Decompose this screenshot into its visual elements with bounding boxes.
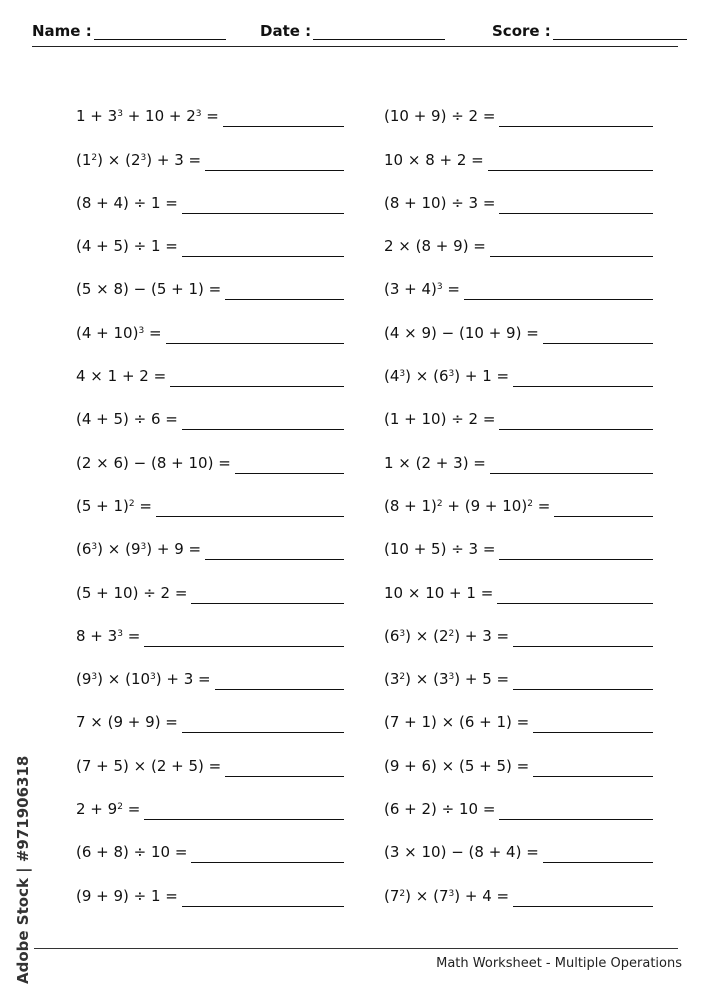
problem-expression: (9 + 6) × (5 + 5) =	[384, 756, 530, 775]
answer-blank[interactable]	[191, 581, 344, 604]
problems-right-column	[384, 84, 664, 907]
problem-expression: $(6^3) \times (2^2) + 3$ =	[384, 626, 510, 645]
problem-expression: (4 + 5) ÷ 6 =	[76, 410, 178, 429]
problem-row	[384, 214, 653, 257]
score-label: Score :	[492, 22, 551, 40]
problem-expression: $1 + 3^3 + 10 + 2^3$ =	[76, 107, 219, 126]
answer-blank[interactable]	[235, 451, 344, 474]
stock-watermark-id: Adobe Stock | #971906318	[14, 755, 32, 984]
problem-expression: (8 + 4) ÷ 1 =	[76, 193, 178, 212]
problem-row	[76, 300, 344, 343]
answer-blank[interactable]	[499, 797, 653, 820]
problems-left-column	[76, 84, 356, 907]
problem-expression: (6 + 8) ÷ 10 =	[76, 843, 188, 862]
answer-blank[interactable]	[170, 364, 344, 387]
problem-row	[384, 84, 653, 127]
problem-row	[76, 863, 344, 906]
problem-row	[76, 474, 344, 517]
answer-blank[interactable]	[499, 537, 653, 560]
answer-blank[interactable]	[182, 407, 344, 430]
problem-row	[384, 517, 653, 560]
name-label: Name :	[32, 22, 92, 40]
answer-blank[interactable]	[225, 277, 344, 300]
problem-row	[384, 820, 653, 863]
problem-row	[76, 127, 344, 170]
problem-expression: $(7^2) \times (7^3) + 4$ =	[384, 886, 510, 905]
answer-blank[interactable]	[464, 277, 653, 300]
date-field	[260, 22, 445, 40]
problem-row	[76, 214, 344, 257]
problem-row	[76, 560, 344, 603]
problem-expression: (8 + 10) ÷ 3 =	[384, 193, 496, 212]
problem-row	[384, 647, 653, 690]
problem-row	[384, 690, 653, 733]
problem-expression: (5 + 10) ÷ 2 =	[76, 583, 188, 602]
problem-expression: (5 × 8) − (5 + 1) =	[76, 280, 222, 299]
problem-row	[76, 257, 344, 300]
answer-blank[interactable]	[144, 797, 344, 820]
problem-expression: $(4 + 10)^3$ =	[76, 323, 162, 342]
score-blank[interactable]	[553, 23, 687, 40]
date-blank[interactable]	[313, 23, 445, 40]
problem-expression: 4 × 1 + 2 =	[76, 367, 167, 386]
problem-expression: (4 + 5) ÷ 1 =	[76, 237, 178, 256]
problem-expression: $(3 + 4)^3$ =	[384, 280, 460, 299]
problem-row	[384, 560, 653, 603]
problem-row	[76, 690, 344, 733]
problem-expression: $(5 + 1)^2$ =	[76, 496, 152, 515]
worksheet-header	[32, 20, 678, 47]
problem-row	[76, 344, 344, 387]
problem-expression: 10 × 8 + 2 =	[384, 150, 484, 169]
problem-row	[76, 84, 344, 127]
footer-title: Math Worksheet - Multiple Operations	[436, 956, 682, 971]
footer-divider	[34, 948, 678, 949]
answer-blank[interactable]	[166, 321, 344, 344]
problem-row	[384, 863, 653, 906]
problem-expression: (2 × 6) − (8 + 10) =	[76, 453, 231, 472]
name-field	[32, 22, 226, 40]
problem-row	[76, 387, 344, 430]
problem-row	[76, 733, 344, 776]
answer-blank[interactable]	[513, 884, 653, 907]
problem-row	[384, 257, 653, 300]
answer-blank[interactable]	[499, 104, 653, 127]
answer-blank[interactable]	[215, 667, 344, 690]
problem-expression: (1 + 10) ÷ 2 =	[384, 410, 496, 429]
answer-blank[interactable]	[205, 537, 344, 560]
answer-blank[interactable]	[225, 754, 344, 777]
answer-blank[interactable]	[497, 581, 653, 604]
problem-expression: (10 + 9) ÷ 2 =	[384, 107, 496, 126]
answer-blank[interactable]	[488, 148, 653, 171]
answer-blank[interactable]	[156, 494, 344, 517]
name-blank[interactable]	[94, 23, 226, 40]
problem-expression: (3 × 10) − (8 + 4) =	[384, 843, 539, 862]
answer-blank[interactable]	[490, 451, 653, 474]
problem-expression: (7 + 1) × (6 + 1) =	[384, 713, 530, 732]
answer-blank[interactable]	[499, 407, 653, 430]
date-label: Date :	[260, 22, 312, 40]
problem-expression: (6 + 2) ÷ 10 =	[384, 800, 496, 819]
problem-expression: 10 × 10 + 1 =	[384, 583, 494, 602]
problem-row	[384, 300, 653, 343]
problem-row	[76, 430, 344, 473]
answer-blank[interactable]	[554, 494, 653, 517]
answer-blank[interactable]	[182, 191, 344, 214]
answer-blank[interactable]	[543, 321, 653, 344]
problem-expression: 2 × (8 + 9) =	[384, 237, 486, 256]
problem-row	[76, 647, 344, 690]
problem-expression: 1 × (2 + 3) =	[384, 453, 486, 472]
problem-expression: $(9^3) \times (10^3) + 3$ =	[76, 670, 211, 689]
problem-row	[384, 127, 653, 170]
problem-row	[384, 733, 653, 776]
problem-row	[384, 344, 653, 387]
answer-blank[interactable]	[513, 667, 653, 690]
problem-row	[76, 171, 344, 214]
answer-blank[interactable]	[191, 840, 344, 863]
problem-row	[76, 820, 344, 863]
problem-expression: (10 + 5) ÷ 3 =	[384, 540, 496, 559]
answer-blank[interactable]	[144, 624, 344, 647]
problem-row	[384, 604, 653, 647]
answer-blank[interactable]	[513, 364, 653, 387]
problem-row	[384, 777, 653, 820]
answer-blank[interactable]	[182, 234, 344, 257]
answer-blank[interactable]	[182, 710, 344, 733]
problem-expression: (4 × 9) − (10 + 9) =	[384, 323, 539, 342]
score-field	[492, 22, 687, 40]
answer-blank[interactable]	[533, 754, 653, 777]
answer-blank[interactable]	[205, 148, 344, 171]
answer-blank[interactable]	[499, 191, 653, 214]
problem-row	[76, 777, 344, 820]
problem-expression: $(8 + 1)^2 + (9 + 10)^2$ =	[384, 496, 551, 515]
problem-expression: (7 + 5) × (2 + 5) =	[76, 756, 222, 775]
problem-expression: $8 + 3^3$ =	[76, 626, 141, 645]
problem-expression: $(6^3) \times (9^3) + 9$ =	[76, 540, 202, 559]
answer-blank[interactable]	[490, 234, 653, 257]
answer-blank[interactable]	[223, 104, 344, 127]
problem-row	[76, 604, 344, 647]
problem-row	[76, 517, 344, 560]
answer-blank[interactable]	[513, 624, 653, 647]
problem-expression: (9 + 9) ÷ 1 =	[76, 886, 178, 905]
problem-expression: $(4^3) \times (6^3) + 1$ =	[384, 367, 510, 386]
answer-blank[interactable]	[543, 840, 653, 863]
problem-expression: $(1^2) \times (2^3) + 3$ =	[76, 150, 202, 169]
problem-row	[384, 430, 653, 473]
problem-expression: 7 × (9 + 9) =	[76, 713, 178, 732]
answer-blank[interactable]	[533, 710, 653, 733]
problem-expression: $(3^2) \times (3^3) + 5$ =	[384, 670, 510, 689]
problem-row	[384, 171, 653, 214]
problem-row	[384, 474, 653, 517]
problem-expression: $2 + 9^2$ =	[76, 800, 141, 819]
problem-row	[384, 387, 653, 430]
answer-blank[interactable]	[182, 884, 344, 907]
